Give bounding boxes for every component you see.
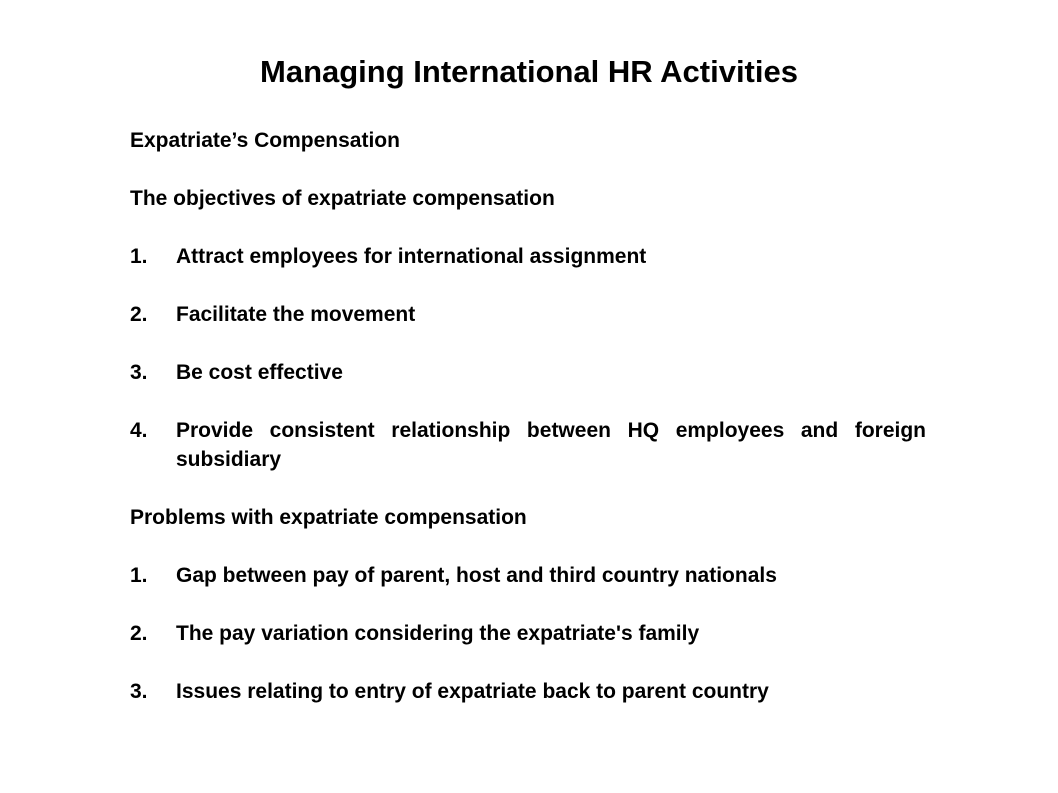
problem-number: 2. bbox=[130, 622, 148, 645]
objective-number: 2. bbox=[130, 303, 148, 326]
problem-item bbox=[130, 561, 926, 590]
problem-item bbox=[130, 677, 926, 706]
objective-number: 3. bbox=[130, 361, 148, 384]
section-heading: Expatriate’s Compensation bbox=[130, 129, 400, 152]
objective-text: Facilitate the movement bbox=[176, 303, 416, 326]
objective-item bbox=[130, 300, 926, 329]
problem-text: Issues relating to entry of expatriate back to parent country bbox=[176, 680, 769, 703]
objective-item bbox=[130, 358, 926, 387]
slide-title: Managing International HR Activities bbox=[260, 54, 798, 89]
objective-item bbox=[130, 416, 926, 474]
objective-item bbox=[130, 242, 926, 271]
problems-heading: Problems with expatriate compensation bbox=[130, 506, 527, 529]
objective-text: Attract employees for international assignment bbox=[176, 245, 647, 268]
slide-body bbox=[130, 126, 926, 735]
problem-number: 1. bbox=[130, 564, 148, 587]
objectives-heading: The objectives of expatriate compensation bbox=[130, 187, 555, 210]
problem-item bbox=[130, 619, 926, 648]
problem-text: Gap between pay of parent, host and third country nationals bbox=[176, 564, 777, 587]
objective-text: Provide consistent relationship between HQ employees and foreign subsidiary bbox=[176, 419, 926, 471]
objective-text: Be cost effective bbox=[176, 361, 343, 384]
problem-number: 3. bbox=[130, 680, 148, 703]
objective-number: 1. bbox=[130, 245, 148, 268]
problem-text: The pay variation considering the expatriate's family bbox=[176, 622, 700, 645]
objective-number: 4. bbox=[130, 419, 148, 442]
